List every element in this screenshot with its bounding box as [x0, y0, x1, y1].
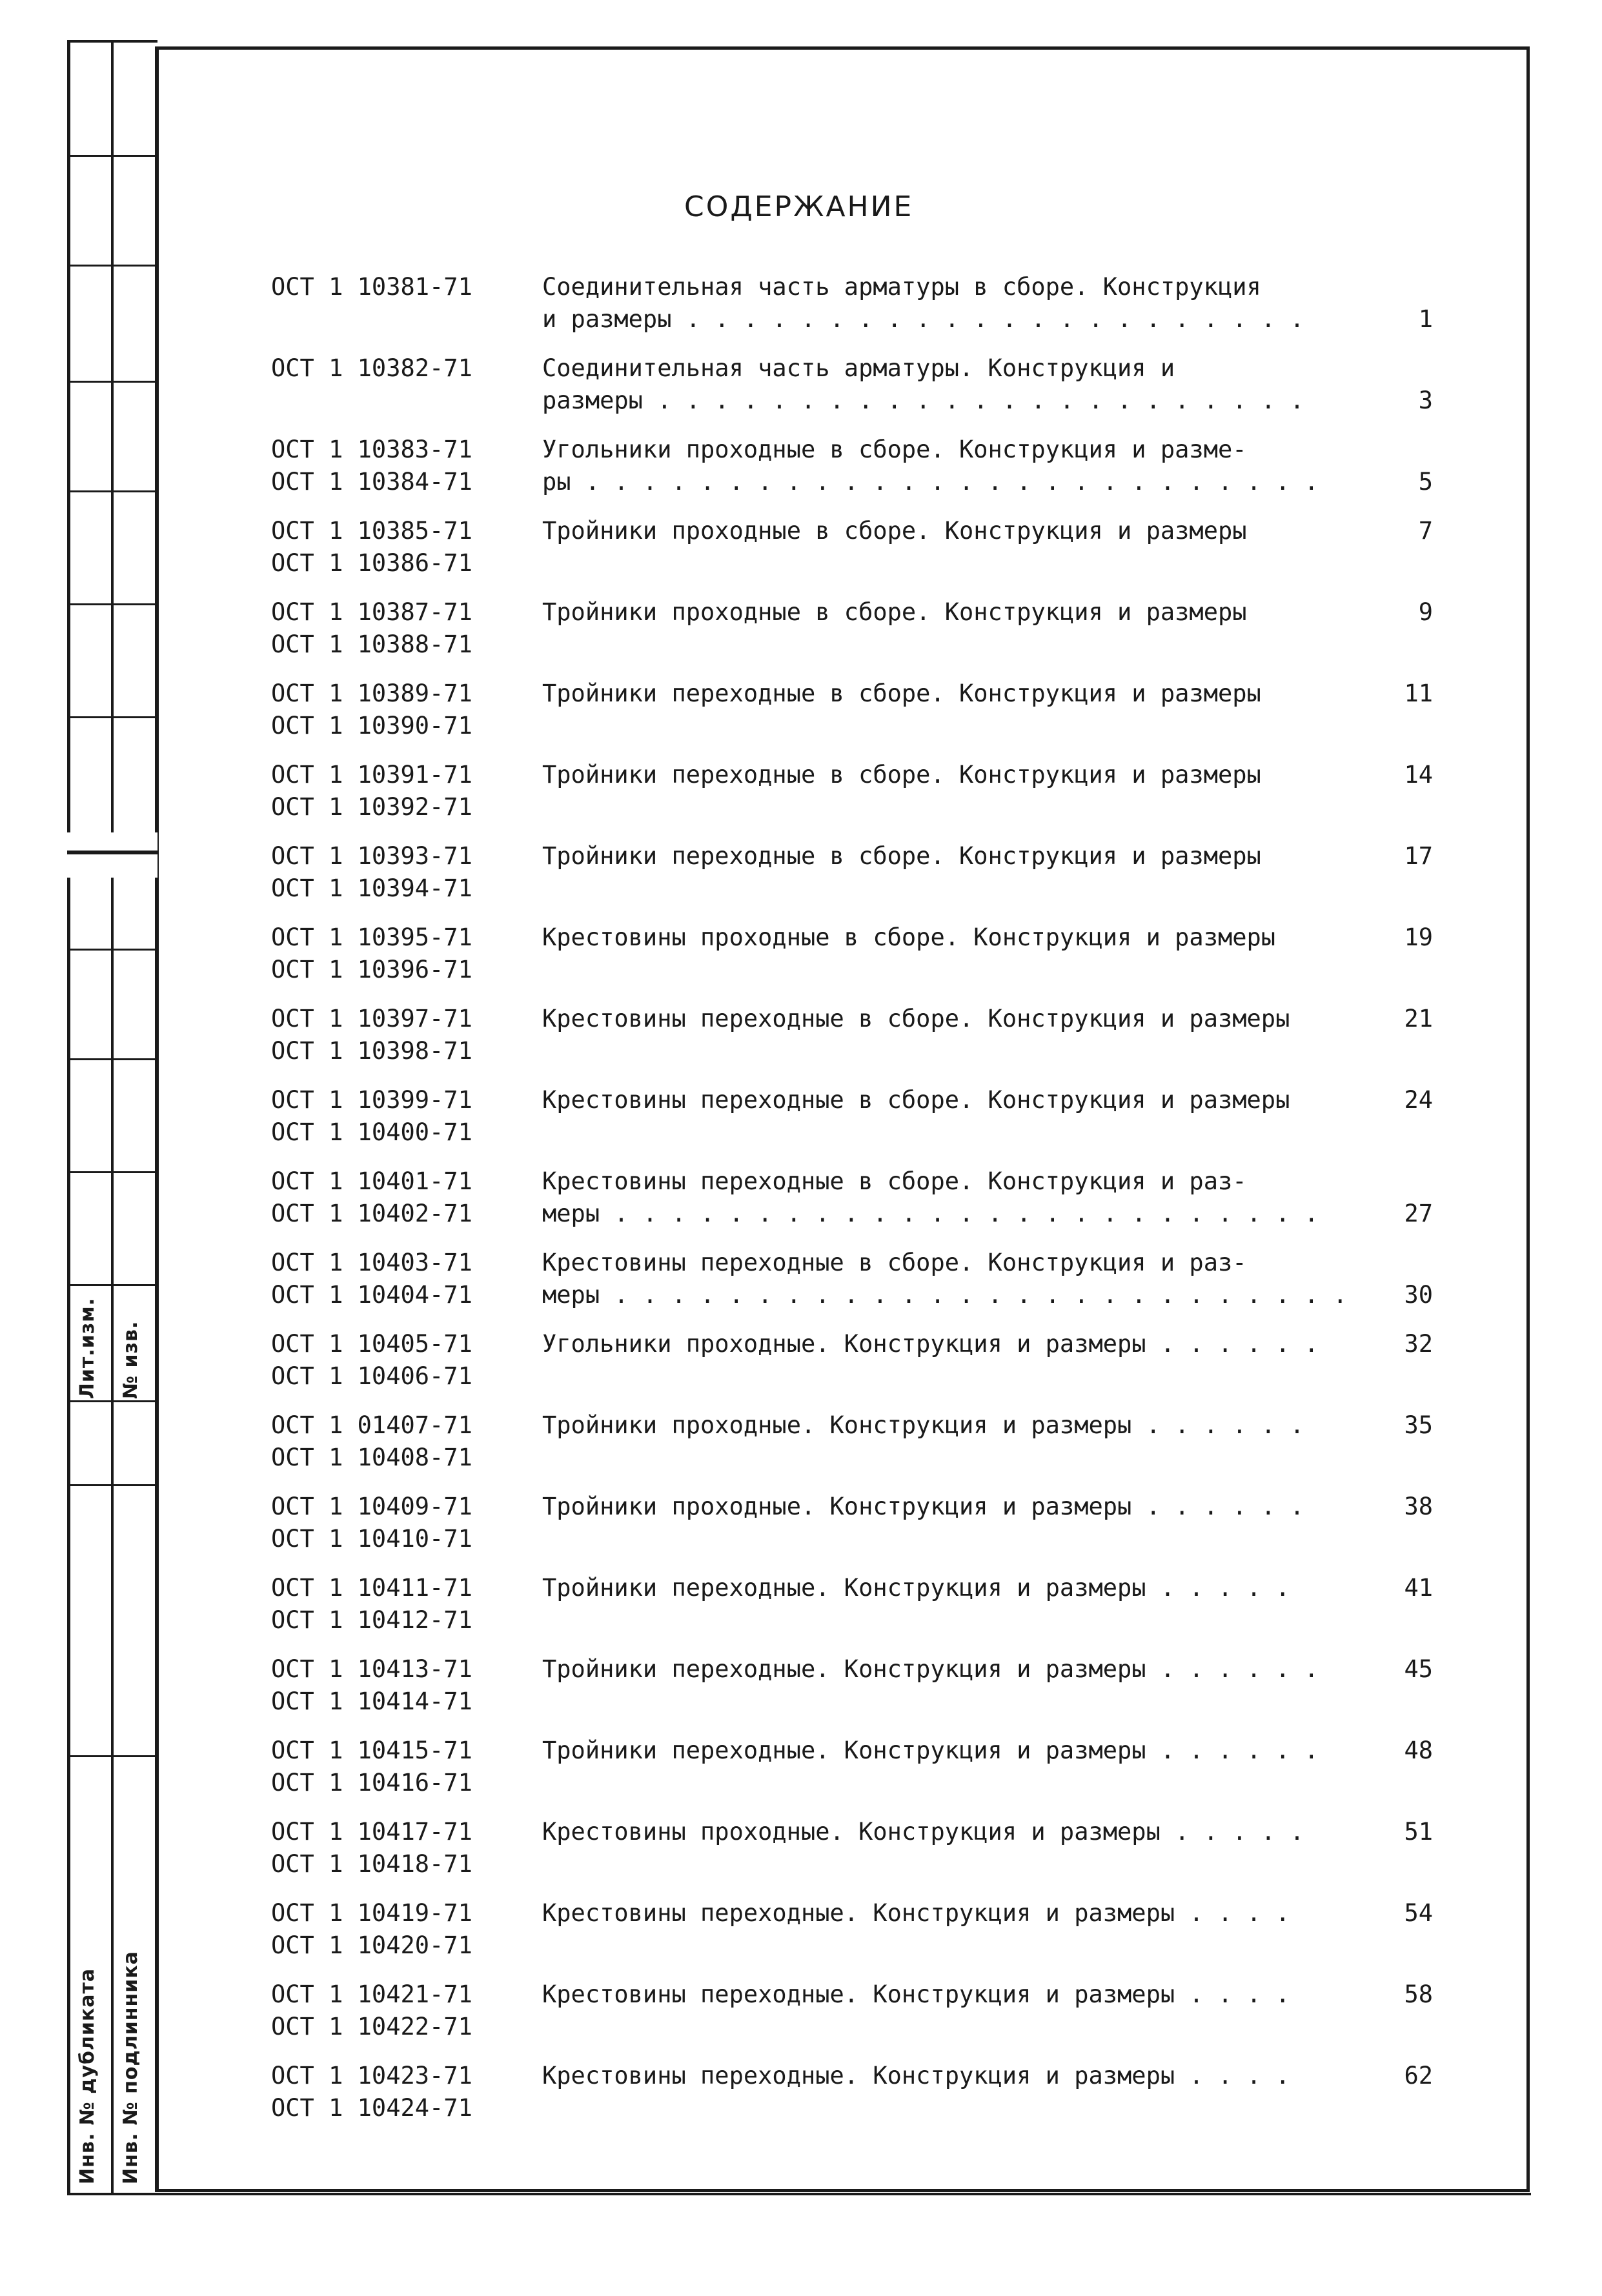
toc-entry-title — [542, 1409, 1394, 1442]
toc-entry-page: 27 — [1404, 1200, 1433, 1227]
toc-entry-title-line: Тройники переходные в сборе. Конструкция и размеры — [542, 680, 1261, 707]
toc-entry — [271, 1084, 1433, 1165]
toc-entry-title — [542, 840, 1394, 872]
toc-entry — [271, 1572, 1433, 1653]
toc-entry-title-line: Крестовины проходные в сборе. Конструкция и размеры — [542, 923, 1276, 951]
toc-entry-page: 11 — [1404, 680, 1433, 707]
standard-code: ОСТ 1 10421-71 — [271, 1980, 472, 2008]
toc-entry-title — [542, 1572, 1394, 1604]
toc-entry-title-line: Крестовины переходные в сборе. Конструкция и размеры — [542, 1086, 1290, 1114]
toc-entry-page: 19 — [1404, 923, 1433, 951]
toc-entry-title — [542, 1816, 1394, 1848]
toc-entry-title-line: Угольники проходные в сборе. Конструкция и разме- — [542, 436, 1247, 463]
label-inv-podlinnika: Инв. № подлинника — [119, 1951, 142, 2184]
toc-entry — [271, 434, 1433, 515]
standard-code: ОСТ 1 10405-71 — [271, 1330, 472, 1358]
toc-entry — [271, 1003, 1433, 1084]
margin-notch-line — [67, 851, 157, 854]
toc-entry-title-line: Крестовины переходные в сборе. Конструкция и раз- — [542, 1249, 1247, 1276]
standard-code: ОСТ 1 10385-71 — [271, 517, 472, 545]
standard-code: ОСТ 1 10414-71 — [271, 1687, 472, 1715]
toc-entry — [271, 515, 1433, 596]
toc-entry-title — [542, 1897, 1394, 1929]
toc-entry — [271, 1409, 1433, 1491]
standard-code: ОСТ 1 10383-71 — [271, 436, 472, 463]
standard-code: ОСТ 1 10382-71 — [271, 354, 472, 382]
standard-code: ОСТ 1 10398-71 — [271, 1037, 472, 1065]
toc-entry-title — [542, 434, 1394, 498]
standard-code: ОСТ 1 10413-71 — [271, 1655, 472, 1683]
standard-code: ОСТ 1 10418-71 — [271, 1850, 472, 1878]
toc-entry-title — [542, 1328, 1394, 1360]
toc-entry-codes — [271, 1897, 529, 1962]
toc-entry-title-line: Тройники проходные. Конструкция и размеры . . . . . . — [542, 1411, 1304, 1439]
margin-cell-line — [67, 265, 157, 267]
margin-cell-line — [67, 949, 157, 951]
standard-code: ОСТ 1 10384-71 — [271, 468, 472, 496]
toc-entry-title — [542, 1979, 1394, 2011]
toc-entry-title-line: размеры . . . . . . . . . . . . . . . . . . . . . . . — [542, 387, 1304, 414]
toc-entry-title-line: Соединительная часть арматуры. Конструкция и — [542, 354, 1175, 382]
toc-entry-page: 62 — [1404, 2062, 1433, 2090]
toc-entry-codes — [271, 1247, 529, 1311]
margin-cell-line — [67, 1058, 157, 1060]
toc-entry-title — [542, 1084, 1394, 1116]
toc-entry-codes — [271, 2060, 529, 2124]
standard-code: ОСТ 1 10403-71 — [271, 1249, 472, 1276]
toc-entry-page: 38 — [1404, 1493, 1433, 1520]
toc-entry-title — [542, 1165, 1394, 1230]
standard-code: ОСТ 1 10412-71 — [271, 1606, 472, 1634]
toc-entry-page: 35 — [1404, 1411, 1433, 1439]
toc-entry-page: 7 — [1418, 517, 1433, 545]
toc-entry-title-line: и размеры . . . . . . . . . . . . . . . . . . . . . . — [542, 305, 1304, 333]
standard-code: ОСТ 1 10392-71 — [271, 793, 472, 821]
toc-entry-page: 17 — [1404, 842, 1433, 870]
toc-entry-codes — [271, 1328, 529, 1393]
standard-code: ОСТ 1 10381-71 — [271, 273, 472, 301]
standard-code: ОСТ 1 10390-71 — [271, 712, 472, 740]
toc-entry-title-line: Тройники проходные в сборе. Конструкция и размеры — [542, 598, 1247, 626]
toc-entry-title — [542, 2060, 1394, 2092]
toc-entry-title — [542, 759, 1394, 791]
standard-code: ОСТ 1 10404-71 — [271, 1281, 472, 1309]
toc-entry-codes — [271, 596, 529, 661]
toc-entry-page: 3 — [1418, 387, 1433, 414]
toc-entry-codes — [271, 1165, 529, 1230]
toc-entry — [271, 1897, 1433, 1979]
standard-code: ОСТ 1 10389-71 — [271, 680, 472, 707]
standard-code: ОСТ 1 10388-71 — [271, 630, 472, 658]
toc-entry-title — [542, 678, 1394, 710]
toc-entry-title — [542, 515, 1394, 547]
standard-code: ОСТ 1 10416-71 — [271, 1769, 472, 1797]
standard-code: ОСТ 1 10410-71 — [271, 1525, 472, 1553]
toc-entry-codes — [271, 271, 529, 303]
standard-code: ОСТ 1 10391-71 — [271, 761, 472, 789]
toc-entry — [271, 1247, 1433, 1328]
table-of-contents — [271, 271, 1433, 2141]
toc-entry-codes — [271, 1491, 529, 1555]
toc-entry-title-line: Тройники переходные. Конструкция и размеры . . . . . . — [542, 1737, 1319, 1764]
toc-entry-title-line: меры . . . . . . . . . . . . . . . . . . . . . . . . . . — [542, 1281, 1348, 1309]
toc-entry-title-line: Тройники проходные в сборе. Конструкция и размеры — [542, 517, 1247, 545]
toc-entry — [271, 921, 1433, 1003]
toc-entry-page: 30 — [1404, 1281, 1433, 1309]
toc-entry-page: 54 — [1404, 1899, 1433, 1927]
toc-entry-page: 14 — [1404, 761, 1433, 789]
page-title: СОДЕРЖАНИЕ — [684, 190, 914, 223]
toc-entry-title-line: Тройники переходные. Конструкция и размеры . . . . . — [542, 1574, 1290, 1602]
toc-entry — [271, 1979, 1433, 2060]
toc-entry-page: 9 — [1418, 598, 1433, 626]
toc-entry-codes — [271, 1003, 529, 1067]
toc-entry-title-line: Крестовины переходные. Конструкция и размеры . . . . — [542, 1980, 1290, 2008]
margin-cell-line — [67, 1484, 157, 1486]
toc-entry — [271, 840, 1433, 921]
margin-cell-line — [67, 155, 157, 157]
toc-entry — [271, 271, 1433, 352]
margin-cell-line — [67, 716, 157, 718]
toc-entry-codes — [271, 352, 529, 385]
toc-entry — [271, 596, 1433, 678]
toc-entry-title — [542, 596, 1394, 629]
toc-entry — [271, 1328, 1433, 1409]
label-inv-dublikata: Инв. № дубликата — [76, 1968, 99, 2184]
toc-entry-title-line: Тройники переходные. Конструкция и размеры . . . . . . — [542, 1655, 1319, 1683]
toc-entry-title-line: Тройники проходные. Конструкция и размеры . . . . . . — [542, 1493, 1304, 1520]
toc-entry — [271, 1735, 1433, 1816]
margin-cell-line — [67, 1400, 157, 1402]
toc-entry — [271, 1653, 1433, 1735]
toc-entry — [271, 678, 1433, 759]
toc-entry-codes — [271, 515, 529, 579]
toc-entry-title-line: Крестовины проходные. Конструкция и размеры . . . . . — [542, 1818, 1304, 1846]
toc-entry-title — [542, 921, 1394, 954]
toc-entry-page: 32 — [1404, 1330, 1433, 1358]
toc-entry — [271, 2060, 1433, 2141]
margin-notch — [67, 832, 157, 878]
toc-entry-page: 48 — [1404, 1737, 1433, 1764]
standard-code: ОСТ 1 10422-71 — [271, 2013, 472, 2040]
toc-entry-title-line: Крестовины переходные. Конструкция и размеры . . . . — [542, 2062, 1290, 2090]
toc-entry — [271, 352, 1433, 434]
toc-entry-codes — [271, 1735, 529, 1799]
toc-entry-title-line: Тройники переходные в сборе. Конструкция и размеры — [542, 842, 1261, 870]
toc-entry-title — [542, 1247, 1394, 1311]
standard-code: ОСТ 1 10411-71 — [271, 1574, 472, 1602]
standard-code: ОСТ 1 10393-71 — [271, 842, 472, 870]
margin-divider — [111, 40, 114, 2195]
standard-code: ОСТ 1 10397-71 — [271, 1005, 472, 1032]
standard-code: ОСТ 1 10387-71 — [271, 598, 472, 626]
standard-code: ОСТ 1 10401-71 — [271, 1167, 472, 1195]
page-bottom-line — [67, 2193, 1531, 2195]
toc-entry-codes — [271, 1653, 529, 1718]
toc-entry-page: 41 — [1404, 1574, 1433, 1602]
toc-entry-codes — [271, 678, 529, 742]
toc-entry-codes — [271, 1409, 529, 1474]
toc-entry-codes — [271, 1572, 529, 1636]
toc-entry-title-line: Крестовины переходные. Конструкция и размеры . . . . — [542, 1899, 1290, 1927]
toc-entry-title — [542, 271, 1394, 336]
toc-entry-page: 24 — [1404, 1086, 1433, 1114]
toc-entry-title-line: Крестовины переходные в сборе. Конструкция и раз- — [542, 1167, 1247, 1195]
toc-entry-codes — [271, 1816, 529, 1880]
standard-code: ОСТ 1 10408-71 — [271, 1444, 472, 1471]
margin-cell-line — [67, 1755, 157, 1757]
standard-code: ОСТ 1 10419-71 — [271, 1899, 472, 1927]
standard-code: ОСТ 1 10396-71 — [271, 956, 472, 983]
standard-code: ОСТ 1 10406-71 — [271, 1362, 472, 1390]
toc-entry-title-line: меры . . . . . . . . . . . . . . . . . . . . . . . . . — [542, 1200, 1319, 1227]
toc-entry-page: 51 — [1404, 1818, 1433, 1846]
standard-code: ОСТ 1 10415-71 — [271, 1737, 472, 1764]
standard-code: ОСТ 1 10420-71 — [271, 1931, 472, 1959]
toc-entry-title — [542, 1491, 1394, 1523]
margin-cell-line — [67, 1171, 157, 1173]
toc-entry-title — [542, 1653, 1394, 1686]
toc-entry-page: 58 — [1404, 1980, 1433, 2008]
toc-entry-title-line: Тройники переходные в сборе. Конструкция и размеры — [542, 761, 1261, 789]
standard-code: ОСТ 1 10423-71 — [271, 2062, 472, 2090]
toc-entry-title-line: ры . . . . . . . . . . . . . . . . . . . . . . . . . . — [542, 468, 1319, 496]
standard-code: ОСТ 1 10402-71 — [271, 1200, 472, 1227]
standard-code: ОСТ 1 10424-71 — [271, 2094, 472, 2122]
toc-entry-title-line: Крестовины переходные в сборе. Конструкция и размеры — [542, 1005, 1290, 1032]
toc-entry — [271, 1491, 1433, 1572]
toc-entry-codes — [271, 921, 529, 986]
standard-code: ОСТ 1 10409-71 — [271, 1493, 472, 1520]
toc-entry-codes — [271, 434, 529, 498]
toc-entry-page: 1 — [1418, 305, 1433, 333]
margin-cell-line — [67, 1284, 157, 1286]
margin-cell-line — [67, 490, 157, 492]
standard-code: ОСТ 1 10417-71 — [271, 1818, 472, 1846]
toc-entry-title — [542, 1735, 1394, 1767]
label-lit-izm: Лит.изм. — [76, 1297, 99, 1399]
label-no-izv: № изв. — [119, 1320, 142, 1399]
toc-entry — [271, 1165, 1433, 1247]
standard-code: ОСТ 1 10399-71 — [271, 1086, 472, 1114]
toc-entry — [271, 759, 1433, 840]
toc-entry-codes — [271, 1979, 529, 2043]
standard-code: ОСТ 1 01407-71 — [271, 1411, 472, 1439]
toc-entry-codes — [271, 840, 529, 905]
toc-entry-codes — [271, 1084, 529, 1149]
margin-cell-line — [67, 603, 157, 605]
margin-top-line — [67, 40, 157, 43]
standard-code: ОСТ 1 10400-71 — [271, 1118, 472, 1146]
standard-code: ОСТ 1 10394-71 — [271, 874, 472, 902]
toc-entry-page: 5 — [1418, 468, 1433, 496]
toc-entry-title — [542, 352, 1394, 417]
margin-cell-line — [67, 381, 157, 383]
toc-entry-title-line: Угольники проходные. Конструкция и размеры . . . . . . — [542, 1330, 1319, 1358]
standard-code: ОСТ 1 10386-71 — [271, 549, 472, 577]
toc-entry-title-line: Соединительная часть арматуры в сборе. Конструкция — [542, 273, 1261, 301]
toc-entry-page: 21 — [1404, 1005, 1433, 1032]
standard-code: ОСТ 1 10395-71 — [271, 923, 472, 951]
toc-entry-codes — [271, 759, 529, 823]
toc-entry-page: 45 — [1404, 1655, 1433, 1683]
toc-entry — [271, 1816, 1433, 1897]
toc-entry-title — [542, 1003, 1394, 1035]
